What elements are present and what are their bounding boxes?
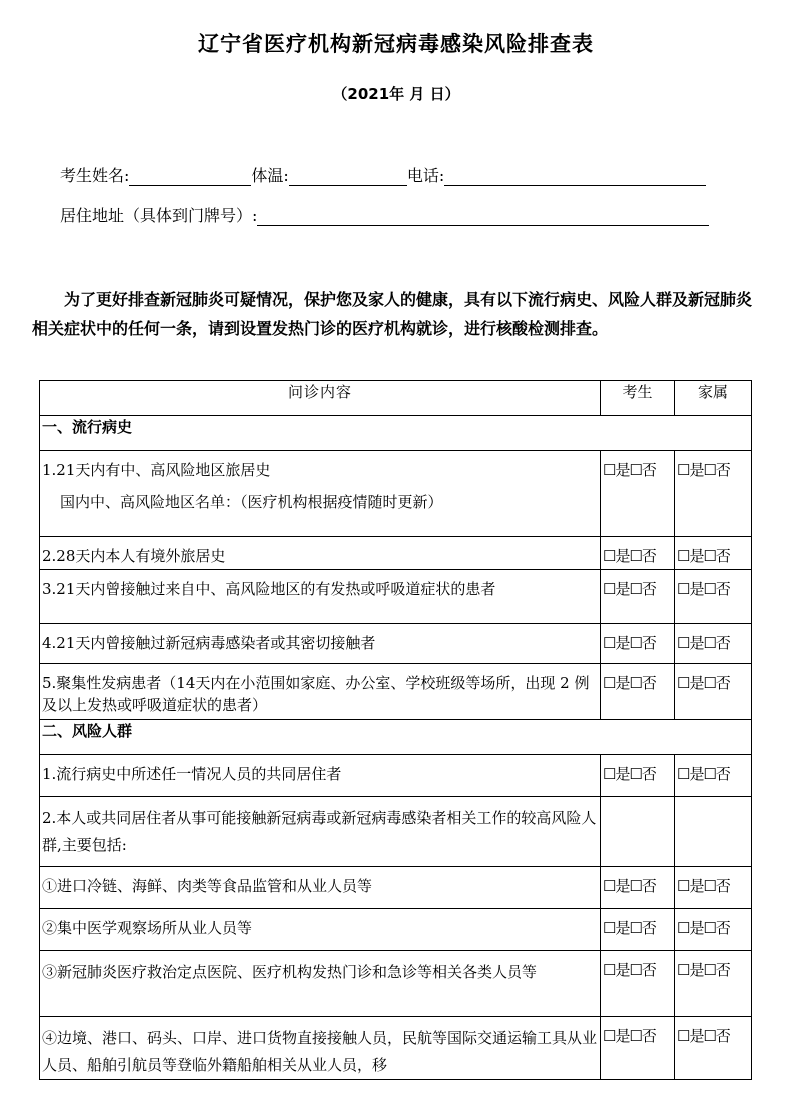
question-subtext: 国内中、高风险地区名单：（医疗机构根据疫情随时更新） (60, 493, 443, 511)
phone-field[interactable] (444, 167, 706, 186)
question-cell: ③新冠肺炎医疗救治定点医院、医疗机构发热门诊和急诊等相关各类人员等 (40, 951, 601, 1017)
section-title: 一、流行病史 (40, 416, 752, 451)
table-header-row (40, 381, 752, 416)
question-cell: 2.28天内本人有境外旅居史 (40, 537, 601, 570)
header-family: 家属 (675, 381, 752, 416)
family-checkbox[interactable]: ☐是☐否 (675, 624, 752, 664)
table-row (40, 867, 752, 909)
table-row (40, 570, 752, 624)
question-cell: ②集中医学观察场所从业人员等 (40, 909, 601, 951)
candidate-checkbox[interactable]: ☐是☐否 (601, 624, 675, 664)
family-checkbox[interactable]: ☐是☐否 (675, 570, 752, 624)
table-row (40, 755, 752, 797)
screening-table (39, 380, 752, 1080)
candidate-checkbox[interactable]: ☐是☐否 (601, 755, 675, 797)
question-cell: ④边境、港口、码头、口岸、进口货物直接接触人员，民航等国际交通运输工具从业人员、船舶引航员等登临外籍船舶相关从业人员，移 (40, 1017, 601, 1080)
question-cell: 2.本人或共同居住者从事可能接触新冠病毒或新冠病毒感染者相关工作的较高风险人群,主要包括: (40, 797, 601, 867)
family-checkbox[interactable]: ☐是☐否 (675, 664, 752, 720)
header-question: 问诊内容 (40, 381, 601, 416)
table-row (40, 951, 752, 1017)
table-row (40, 1017, 752, 1080)
candidate-checkbox[interactable]: ☐是☐否 (601, 951, 675, 1017)
table-row (40, 909, 752, 951)
address-field[interactable] (257, 207, 709, 226)
candidate-checkbox[interactable]: ☐是☐否 (601, 537, 675, 570)
table-row (40, 451, 752, 537)
intro-paragraph: 为了更好排查新冠肺炎可疑情况，保护您及家人的健康，具有以下流行病史、风险人群及新冠肺炎相关症状中的任何一条，请到设置发热门诊的医疗机构就诊，进行核酸检测排查。 (32, 290, 753, 338)
name-label: 考生姓名: (60, 166, 130, 185)
temperature-label: 体温: (251, 166, 289, 185)
address-label: 居住地址（具体到门牌号）: (60, 206, 258, 225)
question-cell: 4.21天内曾接触过新冠病毒感染者或其密切接触者 (40, 624, 601, 664)
question-cell (40, 451, 601, 537)
question-cell: 1.流行病史中所述任一情况人员的共同居住者 (40, 755, 601, 797)
table-row (40, 664, 752, 720)
candidate-checkbox[interactable]: ☐是☐否 (601, 867, 675, 909)
candidate-checkbox[interactable]: ☐是☐否 (601, 451, 675, 537)
table-row (40, 537, 752, 570)
family-cell-empty (675, 797, 752, 867)
address-row (60, 204, 709, 228)
header-candidate: 考生 (601, 381, 675, 416)
section-row-epidemiology (40, 416, 752, 451)
document-date: （2021年 月 日） (332, 85, 460, 103)
family-checkbox[interactable]: ☐是☐否 (675, 909, 752, 951)
personal-info-row (60, 164, 706, 188)
question-cell: 3.21天内曾接触过来自中、高风险地区的有发热或呼吸道症状的患者 (40, 570, 601, 624)
document-title: 辽宁省医疗机构新冠病毒感染风险排查表 (198, 32, 594, 56)
table-row (40, 624, 752, 664)
family-checkbox[interactable]: ☐是☐否 (675, 451, 752, 537)
question-cell: 5.聚集性发病患者（14天内在小范围如家庭、办公室、学校班级等场所，出现 2 例及以上发热或呼吸道症状的患者） (40, 664, 601, 720)
phone-label: 电话: (406, 166, 445, 185)
question-text: 1.21天内有中、高风险地区旅居史 (42, 461, 271, 479)
name-field[interactable] (129, 167, 251, 186)
section-row-risk-groups (40, 720, 752, 755)
candidate-checkbox[interactable]: ☐是☐否 (601, 1017, 675, 1080)
family-checkbox[interactable]: ☐是☐否 (675, 951, 752, 1017)
table-row (40, 797, 752, 867)
candidate-checkbox[interactable]: ☐是☐否 (601, 664, 675, 720)
candidate-cell-empty (601, 797, 675, 867)
family-checkbox[interactable]: ☐是☐否 (675, 1017, 752, 1080)
family-checkbox[interactable]: ☐是☐否 (675, 867, 752, 909)
family-checkbox[interactable]: ☐是☐否 (675, 755, 752, 797)
question-cell: ①进口冷链、海鲜、肉类等食品监管和从业人员等 (40, 867, 601, 909)
candidate-checkbox[interactable]: ☐是☐否 (601, 909, 675, 951)
section-title: 二、风险人群 (40, 720, 752, 755)
family-checkbox[interactable]: ☐是☐否 (675, 537, 752, 570)
temperature-field[interactable] (289, 167, 407, 186)
candidate-checkbox[interactable]: ☐是☐否 (601, 570, 675, 624)
